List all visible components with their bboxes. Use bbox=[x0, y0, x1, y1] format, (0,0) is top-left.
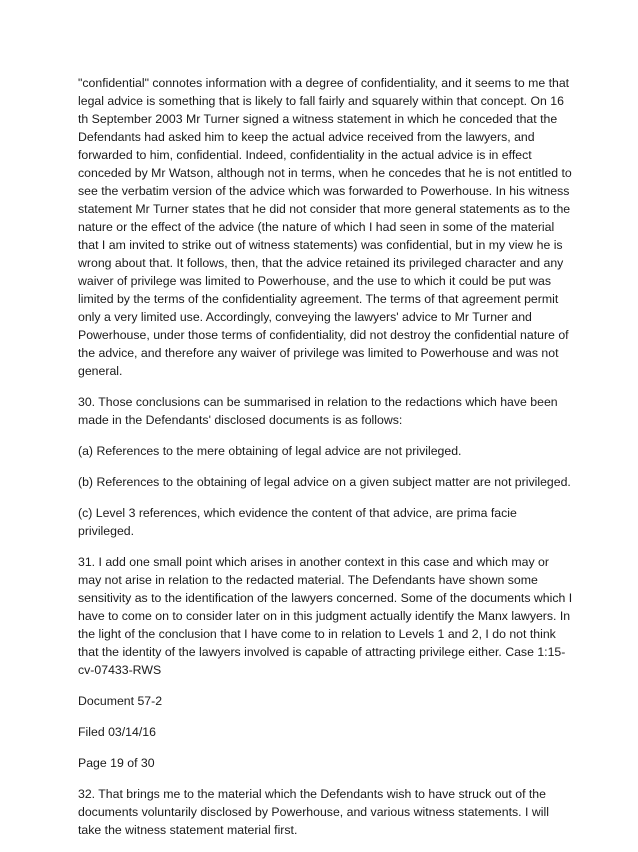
paragraph-31: 31. I add one small point which arises in another context in this case and which may or may not arise in relation to the redacted material. The Defendants have shown some sensitivity as to the identification of the lawyers concerned. Some of the documents which I have to come on to consider later on in this judgment actually identify the Manx lawyers. In the light of the conclusion that I have come to in relation to Levels 1 and 2, I do not think that the identity of the lawyers involved is capable of attracting privilege either. Case 1:15-cv-07433-RWS bbox=[78, 555, 573, 677]
paragraph-30: 30. Those conclusions can be summarised in relation to the redactions which have been made in the Defendants' disclosed documents is as follows: bbox=[78, 395, 558, 427]
paragraph-32: 32. That brings me to the material which the Defendants wish to have struck out of the documents voluntarily disclosed by Powerhouse, and various witness statements. I will take the witness statement material first. bbox=[78, 787, 549, 837]
document-number: Document 57-2 bbox=[78, 694, 163, 708]
filed-date: Filed 03/14/16 bbox=[78, 725, 156, 739]
list-item-b: (b) References to the obtaining of legal advice on a given subject matter are not privileged. bbox=[78, 475, 571, 489]
paragraph-confidentiality: "confidential" connotes information with a degree of confidentiality, and it seems to me that legal advice is something that is likely to fall fairly and squarely within that concept. On 16 th September 2003 Mr Turner signed a witness statement in which he conceded that the Defendants had asked him to keep the actual advice received from the lawyers, and forwarded to him, confidential. Indeed, confidentiality in the actual advice is in effect conceded by Mr Watson, although not in terms, when he concedes that he is not entitled to see the verbatim version of the advice which was forwarded to Powerhouse. In his witness statement Mr Turner states that he did not consider that more general statements as to the nature or the effect of the advice (the nature of which I had seen in some of the material that I am invited to strike out of witness statements) was confidential, but in my view he is wrong about that. It follows, then, that the advice retained its privileged character and any waiver of privilege was limited to Powerhouse, and the use to which it could be put was limited by the terms of the confidentiality agreement. The terms of that agreement permit only a very limited use. Accordingly, conveying the lawyers' advice to Mr Turner and Powerhouse, under those terms of confidentiality, did not destroy the confidential nature of the advice, and therefore any waiver of privilege was limited to Powerhouse and was not general. bbox=[78, 76, 572, 378]
list-item-a: (a) References to the mere obtaining of legal advice are not privileged. bbox=[78, 444, 462, 458]
list-item-c: (c) Level 3 references, which evidence the content of that advice, are prima facie privileged. bbox=[78, 506, 517, 538]
document-page bbox=[78, 74, 574, 852]
page-number: Page 19 of 30 bbox=[78, 756, 155, 770]
